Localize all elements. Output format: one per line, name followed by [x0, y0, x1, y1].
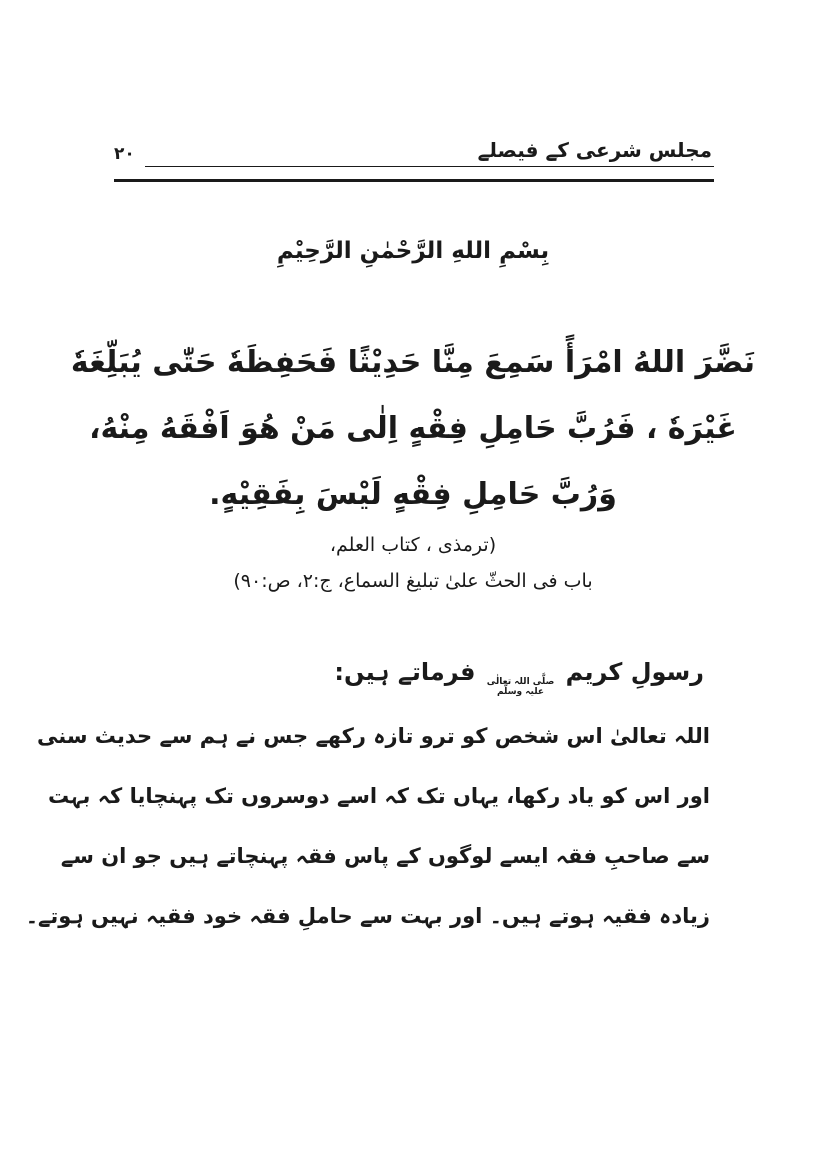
- salallahu-alaihi-wasallam-mark: [487, 677, 554, 697]
- citation-line: باب فی الحثّ علیٰ تبلیغ السماع، ج:۲، ص:۹۰): [233, 570, 593, 592]
- header-rule: [114, 179, 714, 182]
- honorific-top: صلَّی اللہ تعالٰی: [486, 677, 555, 687]
- urdu-paragraph-line: اللہ تعالیٰ اس شخص کو ترو تازہ رکھے جس نے ہم سے حدیث سنی: [37, 724, 710, 748]
- urdu-paragraph-line: سے صاحبِ فقہ ایسے لوگوں کے پاس فقہ پہنچاتے ہیں جو ان سے: [60, 844, 710, 868]
- intro-suffix: فرماتے ہیں:: [334, 658, 476, 686]
- urdu-translation-paragraph: [25, 706, 710, 946]
- urdu-paragraph-line: زیادہ فقیہ ہوتے ہیں۔ اور بہت سے حاملِ فقہ خود فقیہ نہیں ہوتے۔: [25, 904, 710, 928]
- hadith-line: نَضَّرَ اللهُ امْرَأً سَمِعَ مِنَّا حَدِيْثًا فَحَفِظَهٗ حَتّٰى يُبَلِّغَهٗ: [70, 345, 756, 380]
- hadith-line: غَيْرَهٗ ، فَرُبَّ حَامِلِ فِقْهٍ اِلٰى مَنْ هُوَ اَفْقَهُ مِنْهُ،: [89, 411, 737, 446]
- header-leader-rule: [145, 166, 468, 167]
- bismillah: بِسْمِ اللهِ الرَّحْمٰنِ الرَّحِيْمِ: [276, 238, 550, 264]
- hadith-line: وَرُبَّ حَامِلِ فِقْهٍ لَيْسَ بِفَقِيْهٍ.: [209, 477, 617, 512]
- hadith-citation: [40, 527, 786, 599]
- honorific-bottom: علیہ وسلَّم: [496, 687, 545, 697]
- hadith-arabic: [40, 330, 786, 528]
- urdu-paragraph-line: اور اس کو یاد رکھا، یہاں تک کہ اسے دوسروں تک پہنچایا کہ بہت: [48, 784, 710, 808]
- intro-prefix: رسولِ کریم: [565, 658, 704, 686]
- urdu-intro-line: [114, 648, 704, 697]
- page-header: [114, 138, 714, 167]
- page-number: ۲۰: [114, 144, 135, 164]
- citation-line: (ترمذی ، کتاب العلم،: [329, 534, 497, 556]
- header-title: مجلس شرعی کے فیصلے: [468, 138, 714, 167]
